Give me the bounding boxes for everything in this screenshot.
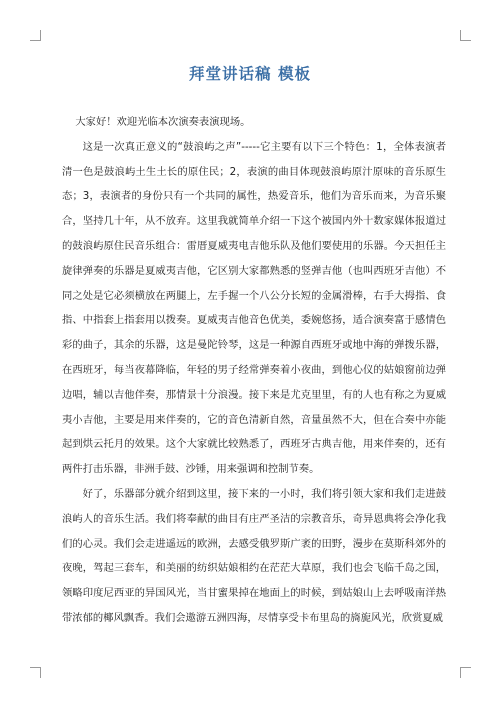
crop-mark-top-left <box>30 30 41 41</box>
crop-mark-bottom-left <box>30 667 41 678</box>
document-title: 拜堂讲话稿 模板 <box>189 65 311 83</box>
paragraph-program: 好了，乐器部分就介绍到这里，接下来的一小时，我们将引领大家和我们走进鼓浪屿人的音乐生活。我们将奉献的曲目有庄严圣洁的宗教音乐，奇异恩典将会净化我们的心灵。我们会走进遥远的欧洲，去感受俄罗斯广袤的田野，漫步在莫斯科郊外的夜晚，驾起三套车，和美丽的纺织姑娘相约在茫茫大草原，我们也会飞临千岛之国，领略印度尼西亚的异国风光，当甘蜜果掉在地面上的时候，到姑娘山上去呼吸南洋热带浓郁的椰风飘香。我们会遨游五洲四海，尽情享受卡布里岛的旖旎风光，欣赏夏威 <box>62 487 446 624</box>
crop-mark-top-right <box>460 30 471 41</box>
paragraph-introduction: 这是一次真正意义的“鼓浪屿之声”-----它主要有以下三个特色：1，全体表演者清一色是鼓浪屿土生土长的原住民；2，表演的曲目体现鼓浪屿原汁原味的音乐原生态；3，表演者的身份只有一个共同的属性，热爱音乐，他们为音乐而来，为音乐聚合，坚持几十年，从不放弃。这里我就简单介绍一下这个被国内外十数家媒体报道过的鼓浪屿原住民音乐组合：雷厝夏威夷电吉他乐队及他们要使用的乐器。今天担任主旋律弹奏的乐器是夏威夷吉他，它区别大家都熟悉的竖弹吉他（也叫西班牙吉他）不同之处是它必须横放在两腿上，左手握一个八公分长短的金属滑棒，右手大拇指、食指、中指套上指套用以拨奏。夏威夷吉他音色优美，委婉悠扬，适合演奏富于感情色彩的曲子，其余的乐器，这是曼陀铃琴，这是一种源自西班牙或地中海的弹拨乐器，在西班牙，每当夜幕降临，年轻的男子经常弹奏着小夜曲，到他心仪的姑娘窗前边弹边唱，辅以吉他伴奏，那情景十分浪漫。接下来是尤克里里，有的人也有称之为夏威夷小吉他，主要是用来伴奏的，它的音色清新自然，音量虽然不大，但在合奏中亦能起到烘云托月的效果。这个大家就比较熟悉了，西班牙古典吉他，用来伴奏的，还有两件打击乐器，非洲手鼓、沙锤，用来强调和控制节奏。 <box>62 140 446 476</box>
paragraph-greeting: 大家好！欢迎光临本次演奏表演现场。 <box>75 116 251 128</box>
crop-mark-bottom-right <box>460 667 471 678</box>
document-body <box>62 110 446 631</box>
